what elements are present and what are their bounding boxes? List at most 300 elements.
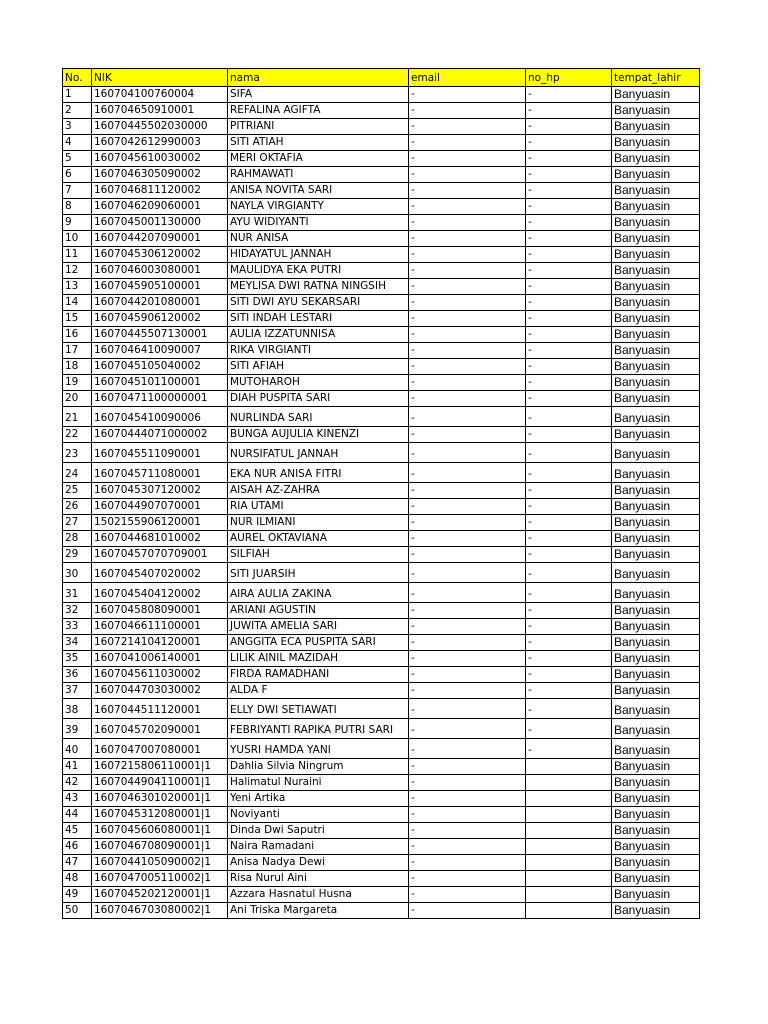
cell-no[interactable]: 33 xyxy=(63,619,92,635)
cell-nama[interactable]: RIKA VIRGIANTI xyxy=(228,343,409,359)
cell-email[interactable]: - xyxy=(409,87,526,103)
cell-no-hp[interactable]: - xyxy=(526,343,612,359)
cell-tempat-lahir[interactable]: Banyuasin xyxy=(612,887,700,903)
cell-nama[interactable]: BUNGA AUJULIA KINENZI xyxy=(228,427,409,443)
cell-nama[interactable]: NURLINDA SARI xyxy=(228,407,409,427)
cell-no[interactable]: 15 xyxy=(63,311,92,327)
cell-nama[interactable]: NURSIFATUL JANNAH xyxy=(228,443,409,463)
cell-no-hp[interactable]: - xyxy=(526,407,612,427)
cell-no-hp[interactable]: - xyxy=(526,311,612,327)
cell-tempat-lahir[interactable]: Banyuasin xyxy=(612,619,700,635)
cell-nama[interactable]: AUREL OKTAVIANA xyxy=(228,531,409,547)
cell-tempat-lahir[interactable]: Banyuasin xyxy=(612,683,700,699)
cell-tempat-lahir[interactable]: Banyuasin xyxy=(612,151,700,167)
cell-no[interactable]: 20 xyxy=(63,391,92,407)
cell-nik[interactable]: 1607044904110001|1 xyxy=(92,775,228,791)
col-header-nama[interactable]: nama xyxy=(228,69,409,87)
cell-no-hp[interactable]: - xyxy=(526,295,612,311)
cell-tempat-lahir[interactable]: Banyuasin xyxy=(612,463,700,483)
cell-email[interactable]: - xyxy=(409,759,526,775)
cell-nik[interactable]: 1607045808090001 xyxy=(92,603,228,619)
cell-nik[interactable]: 1607045906120002 xyxy=(92,311,228,327)
cell-no[interactable]: 38 xyxy=(63,699,92,719)
cell-email[interactable]: - xyxy=(409,739,526,759)
cell-nik[interactable]: 16070445507130001 xyxy=(92,327,228,343)
cell-tempat-lahir[interactable]: Banyuasin xyxy=(612,167,700,183)
cell-tempat-lahir[interactable]: Banyuasin xyxy=(612,635,700,651)
cell-email[interactable]: - xyxy=(409,823,526,839)
cell-tempat-lahir[interactable]: Banyuasin xyxy=(612,583,700,603)
cell-nama[interactable]: NUR ILMIANI xyxy=(228,515,409,531)
cell-no[interactable]: 28 xyxy=(63,531,92,547)
cell-nik[interactable]: 1607045307120002 xyxy=(92,483,228,499)
cell-nama[interactable]: AIRA AULIA ZAKINA xyxy=(228,583,409,603)
cell-nik[interactable]: 1607215806110001|1 xyxy=(92,759,228,775)
cell-nama[interactable]: FEBRIYANTI RAPIKA PUTRI SARI xyxy=(228,719,409,739)
cell-no[interactable]: 10 xyxy=(63,231,92,247)
cell-nama[interactable]: NAYLA VIRGIANTY xyxy=(228,199,409,215)
cell-no[interactable]: 17 xyxy=(63,343,92,359)
cell-tempat-lahir[interactable]: Banyuasin xyxy=(612,103,700,119)
cell-nik[interactable]: 1607047005110002|1 xyxy=(92,871,228,887)
cell-no[interactable]: 6 xyxy=(63,167,92,183)
cell-tempat-lahir[interactable]: Banyuasin xyxy=(612,327,700,343)
cell-tempat-lahir[interactable]: Banyuasin xyxy=(612,215,700,231)
cell-no[interactable]: 23 xyxy=(63,443,92,463)
cell-no[interactable]: 18 xyxy=(63,359,92,375)
cell-no[interactable]: 32 xyxy=(63,603,92,619)
cell-nik[interactable]: 1607045407020002 xyxy=(92,563,228,583)
cell-nik[interactable]: 1607045312080001|1 xyxy=(92,807,228,823)
cell-nik[interactable]: 16070444071000002 xyxy=(92,427,228,443)
cell-no[interactable]: 2 xyxy=(63,103,92,119)
cell-nik[interactable]: 1607045610030002 xyxy=(92,151,228,167)
cell-nama[interactable]: EKA NUR ANISA FITRI xyxy=(228,463,409,483)
cell-tempat-lahir[interactable]: Banyuasin xyxy=(612,231,700,247)
cell-no[interactable]: 35 xyxy=(63,651,92,667)
cell-tempat-lahir[interactable]: Banyuasin xyxy=(612,651,700,667)
cell-no[interactable]: 29 xyxy=(63,547,92,563)
cell-no[interactable]: 25 xyxy=(63,483,92,499)
cell-email[interactable]: - xyxy=(409,683,526,699)
cell-no-hp[interactable]: - xyxy=(526,103,612,119)
cell-no-hp[interactable]: - xyxy=(526,427,612,443)
cell-tempat-lahir[interactable]: Banyuasin xyxy=(612,427,700,443)
col-header-no[interactable]: No. xyxy=(63,69,92,87)
cell-nik[interactable]: 1607046410090007 xyxy=(92,343,228,359)
cell-email[interactable]: - xyxy=(409,563,526,583)
cell-no[interactable]: 42 xyxy=(63,775,92,791)
cell-no[interactable]: 43 xyxy=(63,791,92,807)
cell-no-hp[interactable]: - xyxy=(526,87,612,103)
cell-no-hp[interactable]: - xyxy=(526,183,612,199)
cell-no-hp[interactable]: - xyxy=(526,167,612,183)
cell-nik[interactable]: 160704650910001 xyxy=(92,103,228,119)
cell-no-hp[interactable]: - xyxy=(526,515,612,531)
cell-no[interactable]: 24 xyxy=(63,463,92,483)
cell-no[interactable]: 37 xyxy=(63,683,92,699)
cell-nik[interactable]: 1607045404120002 xyxy=(92,583,228,603)
cell-email[interactable]: - xyxy=(409,391,526,407)
cell-nik[interactable]: 1607046811120002 xyxy=(92,183,228,199)
cell-nik[interactable]: 1607041006140001 xyxy=(92,651,228,667)
col-header-tempat-lahir[interactable]: tempat_lahir xyxy=(612,69,700,87)
cell-email[interactable]: - xyxy=(409,231,526,247)
cell-email[interactable]: - xyxy=(409,327,526,343)
cell-no[interactable]: 22 xyxy=(63,427,92,443)
cell-email[interactable]: - xyxy=(409,775,526,791)
cell-nik[interactable]: 1502155906120001 xyxy=(92,515,228,531)
cell-no-hp[interactable]: - xyxy=(526,327,612,343)
cell-no-hp[interactable] xyxy=(526,887,612,903)
cell-email[interactable]: - xyxy=(409,279,526,295)
cell-email[interactable]: - xyxy=(409,375,526,391)
cell-nama[interactable]: Dinda Dwi Saputri xyxy=(228,823,409,839)
cell-nama[interactable]: MUTOHAROH xyxy=(228,375,409,391)
cell-nama[interactable]: ANISA NOVITA SARI xyxy=(228,183,409,199)
cell-nik[interactable]: 1607044907070001 xyxy=(92,499,228,515)
cell-nik[interactable]: 1607045511090001 xyxy=(92,443,228,463)
cell-tempat-lahir[interactable]: Banyuasin xyxy=(612,839,700,855)
cell-nama[interactable]: Yeni Artika xyxy=(228,791,409,807)
cell-no-hp[interactable]: - xyxy=(526,739,612,759)
cell-nama[interactable]: PITRIANI xyxy=(228,119,409,135)
cell-nik[interactable]: 1607046003080001 xyxy=(92,263,228,279)
cell-tempat-lahir[interactable]: Banyuasin xyxy=(612,807,700,823)
cell-no[interactable]: 14 xyxy=(63,295,92,311)
cell-email[interactable]: - xyxy=(409,807,526,823)
cell-tempat-lahir[interactable]: Banyuasin xyxy=(612,391,700,407)
cell-no[interactable]: 40 xyxy=(63,739,92,759)
cell-email[interactable]: - xyxy=(409,167,526,183)
cell-nama[interactable]: HIDAYATUL JANNAH xyxy=(228,247,409,263)
cell-email[interactable]: - xyxy=(409,199,526,215)
cell-no-hp[interactable]: - xyxy=(526,699,612,719)
cell-email[interactable]: - xyxy=(409,531,526,547)
cell-no-hp[interactable]: - xyxy=(526,375,612,391)
cell-no[interactable]: 5 xyxy=(63,151,92,167)
cell-nama[interactable]: MEYLISA DWI RATNA NINGSIH xyxy=(228,279,409,295)
cell-nama[interactable]: SILFIAH xyxy=(228,547,409,563)
cell-nama[interactable]: LILIK AINIL MAZIDAH xyxy=(228,651,409,667)
cell-tempat-lahir[interactable]: Banyuasin xyxy=(612,855,700,871)
cell-no-hp[interactable]: - xyxy=(526,119,612,135)
cell-nik[interactable]: 1607045711080001 xyxy=(92,463,228,483)
cell-nik[interactable]: 160704100760004 xyxy=(92,87,228,103)
cell-email[interactable]: - xyxy=(409,463,526,483)
cell-no-hp[interactable]: - xyxy=(526,583,612,603)
cell-nama[interactable]: RIA UTAMI xyxy=(228,499,409,515)
cell-nama[interactable]: SITI INDAH LESTARI xyxy=(228,311,409,327)
cell-tempat-lahir[interactable]: Banyuasin xyxy=(612,791,700,807)
cell-nama[interactable]: Azzara Hasnatul Husna xyxy=(228,887,409,903)
cell-nama[interactable]: Dahlia Silvia Ningrum xyxy=(228,759,409,775)
cell-nik[interactable]: 1607045001130000 xyxy=(92,215,228,231)
cell-no-hp[interactable]: - xyxy=(526,359,612,375)
cell-no-hp[interactable]: - xyxy=(526,547,612,563)
cell-no[interactable]: 45 xyxy=(63,823,92,839)
cell-no-hp[interactable] xyxy=(526,903,612,919)
cell-no-hp[interactable] xyxy=(526,759,612,775)
cell-no-hp[interactable]: - xyxy=(526,635,612,651)
cell-tempat-lahir[interactable]: Banyuasin xyxy=(612,775,700,791)
cell-no[interactable]: 48 xyxy=(63,871,92,887)
col-header-nik[interactable]: NIK xyxy=(92,69,228,87)
cell-no[interactable]: 34 xyxy=(63,635,92,651)
col-header-email[interactable]: email xyxy=(409,69,526,87)
cell-tempat-lahir[interactable]: Banyuasin xyxy=(612,443,700,463)
cell-nik[interactable]: 1607044703030002 xyxy=(92,683,228,699)
cell-email[interactable]: - xyxy=(409,791,526,807)
cell-nik[interactable]: 1607046301020001|1 xyxy=(92,791,228,807)
cell-email[interactable]: - xyxy=(409,183,526,199)
cell-no[interactable]: 8 xyxy=(63,199,92,215)
cell-nama[interactable]: Ani Triska Margareta xyxy=(228,903,409,919)
cell-tempat-lahir[interactable]: Banyuasin xyxy=(612,739,700,759)
cell-nama[interactable]: SIFA xyxy=(228,87,409,103)
cell-email[interactable]: - xyxy=(409,119,526,135)
cell-email[interactable]: - xyxy=(409,499,526,515)
cell-nama[interactable]: Halimatul Nuraini xyxy=(228,775,409,791)
cell-no-hp[interactable]: - xyxy=(526,151,612,167)
cell-nik[interactable]: 1607046611100001 xyxy=(92,619,228,635)
cell-no[interactable]: 4 xyxy=(63,135,92,151)
cell-tempat-lahir[interactable]: Banyuasin xyxy=(612,311,700,327)
cell-nik[interactable]: 16070471100000001 xyxy=(92,391,228,407)
cell-tempat-lahir[interactable]: Banyuasin xyxy=(612,515,700,531)
cell-tempat-lahir[interactable]: Banyuasin xyxy=(612,871,700,887)
cell-nik[interactable]: 16070457070709001 xyxy=(92,547,228,563)
cell-nama[interactable]: ANGGITA ECA PUSPITA SARI xyxy=(228,635,409,651)
cell-tempat-lahir[interactable]: Banyuasin xyxy=(612,359,700,375)
cell-email[interactable]: - xyxy=(409,343,526,359)
cell-nik[interactable]: 1607044511120001 xyxy=(92,699,228,719)
cell-email[interactable]: - xyxy=(409,359,526,375)
cell-nik[interactable]: 1607045101100001 xyxy=(92,375,228,391)
cell-nama[interactable]: AISAH AZ-ZAHRA xyxy=(228,483,409,499)
cell-no-hp[interactable]: - xyxy=(526,483,612,499)
cell-no-hp[interactable]: - xyxy=(526,531,612,547)
cell-email[interactable]: - xyxy=(409,443,526,463)
cell-no-hp[interactable]: - xyxy=(526,135,612,151)
cell-no-hp[interactable]: - xyxy=(526,651,612,667)
cell-nik[interactable]: 1607044207090001 xyxy=(92,231,228,247)
cell-nama[interactable]: Risa Nurul Aini xyxy=(228,871,409,887)
cell-no-hp[interactable] xyxy=(526,775,612,791)
cell-email[interactable]: - xyxy=(409,407,526,427)
cell-nik[interactable]: 1607045105040002 xyxy=(92,359,228,375)
cell-nik[interactable]: 1607045606080001|1 xyxy=(92,823,228,839)
cell-email[interactable]: - xyxy=(409,135,526,151)
cell-email[interactable]: - xyxy=(409,515,526,531)
cell-email[interactable]: - xyxy=(409,651,526,667)
cell-nama[interactable]: YUSRI HAMDA YANI xyxy=(228,739,409,759)
cell-no-hp[interactable] xyxy=(526,839,612,855)
cell-no[interactable]: 13 xyxy=(63,279,92,295)
cell-nama[interactable]: AYU WIDIYANTI xyxy=(228,215,409,231)
cell-no[interactable]: 31 xyxy=(63,583,92,603)
cell-tempat-lahir[interactable]: Banyuasin xyxy=(612,563,700,583)
cell-nik[interactable]: 1607214104120001 xyxy=(92,635,228,651)
cell-tempat-lahir[interactable]: Banyuasin xyxy=(612,119,700,135)
cell-no[interactable]: 46 xyxy=(63,839,92,855)
cell-email[interactable]: - xyxy=(409,295,526,311)
cell-nama[interactable]: ELLY DWI SETIAWATI xyxy=(228,699,409,719)
cell-tempat-lahir[interactable]: Banyuasin xyxy=(612,499,700,515)
cell-nik[interactable]: 1607045611030002 xyxy=(92,667,228,683)
cell-nama[interactable]: ALDA F xyxy=(228,683,409,699)
cell-tempat-lahir[interactable]: Banyuasin xyxy=(612,823,700,839)
cell-no[interactable]: 3 xyxy=(63,119,92,135)
cell-no[interactable]: 16 xyxy=(63,327,92,343)
cell-email[interactable]: - xyxy=(409,719,526,739)
cell-nama[interactable]: SITI AFIAH xyxy=(228,359,409,375)
cell-nik[interactable]: 1607045410090006 xyxy=(92,407,228,427)
cell-no[interactable]: 49 xyxy=(63,887,92,903)
cell-nama[interactable]: Anisa Nadya Dewi xyxy=(228,855,409,871)
cell-nama[interactable]: Naira Ramadani xyxy=(228,839,409,855)
cell-email[interactable]: - xyxy=(409,103,526,119)
cell-nik[interactable]: 1607044105090002|1 xyxy=(92,855,228,871)
cell-nik[interactable]: 1607046708090001|1 xyxy=(92,839,228,855)
cell-nama[interactable]: DIAH PUSPITA SARI xyxy=(228,391,409,407)
cell-email[interactable]: - xyxy=(409,903,526,919)
cell-nama[interactable]: ARIANI AGUSTIN xyxy=(228,603,409,619)
cell-nama[interactable]: SITI ATIAH xyxy=(228,135,409,151)
cell-nama[interactable]: FIRDA RAMADHANI xyxy=(228,667,409,683)
cell-nama[interactable]: REFALINA AGIFTA xyxy=(228,103,409,119)
cell-no[interactable]: 44 xyxy=(63,807,92,823)
cell-email[interactable]: - xyxy=(409,263,526,279)
cell-no[interactable]: 27 xyxy=(63,515,92,531)
cell-tempat-lahir[interactable]: Banyuasin xyxy=(612,483,700,499)
cell-tempat-lahir[interactable]: Banyuasin xyxy=(612,247,700,263)
cell-no-hp[interactable] xyxy=(526,823,612,839)
cell-nik[interactable]: 16070445502030000 xyxy=(92,119,228,135)
cell-nik[interactable]: 1607046209060001 xyxy=(92,199,228,215)
cell-email[interactable]: - xyxy=(409,311,526,327)
cell-tempat-lahir[interactable]: Banyuasin xyxy=(612,263,700,279)
cell-email[interactable]: - xyxy=(409,667,526,683)
cell-no-hp[interactable]: - xyxy=(526,391,612,407)
cell-no-hp[interactable]: - xyxy=(526,499,612,515)
cell-tempat-lahir[interactable]: Banyuasin xyxy=(612,699,700,719)
cell-email[interactable]: - xyxy=(409,887,526,903)
cell-nik[interactable]: 1607042612990003 xyxy=(92,135,228,151)
cell-nik[interactable]: 1607045202120001|1 xyxy=(92,887,228,903)
cell-tempat-lahir[interactable]: Banyuasin xyxy=(612,279,700,295)
cell-nama[interactable]: MERI OKTAFIA xyxy=(228,151,409,167)
cell-no-hp[interactable] xyxy=(526,871,612,887)
cell-email[interactable]: - xyxy=(409,699,526,719)
cell-tempat-lahir[interactable]: Banyuasin xyxy=(612,199,700,215)
cell-tempat-lahir[interactable]: Banyuasin xyxy=(612,759,700,775)
cell-no[interactable]: 26 xyxy=(63,499,92,515)
cell-no[interactable]: 11 xyxy=(63,247,92,263)
cell-no-hp[interactable]: - xyxy=(526,463,612,483)
cell-no-hp[interactable]: - xyxy=(526,215,612,231)
cell-email[interactable]: - xyxy=(409,871,526,887)
cell-no-hp[interactable] xyxy=(526,791,612,807)
cell-nama[interactable]: MAULIDYA EKA PUTRI xyxy=(228,263,409,279)
cell-no-hp[interactable]: - xyxy=(526,199,612,215)
cell-no-hp[interactable]: - xyxy=(526,563,612,583)
cell-no-hp[interactable]: - xyxy=(526,263,612,279)
cell-email[interactable]: - xyxy=(409,855,526,871)
cell-nik[interactable]: 1607047007080001 xyxy=(92,739,228,759)
cell-no-hp[interactable]: - xyxy=(526,667,612,683)
cell-nama[interactable]: SITI DWI AYU SEKARSARI xyxy=(228,295,409,311)
cell-nama[interactable]: RAHMAWATI xyxy=(228,167,409,183)
cell-tempat-lahir[interactable]: Banyuasin xyxy=(612,375,700,391)
cell-tempat-lahir[interactable]: Banyuasin xyxy=(612,603,700,619)
cell-tempat-lahir[interactable]: Banyuasin xyxy=(612,531,700,547)
cell-no-hp[interactable]: - xyxy=(526,719,612,739)
cell-no[interactable]: 50 xyxy=(63,903,92,919)
cell-no-hp[interactable]: - xyxy=(526,443,612,463)
cell-nama[interactable]: Noviyanti xyxy=(228,807,409,823)
cell-nik[interactable]: 1607046305090002 xyxy=(92,167,228,183)
cell-email[interactable]: - xyxy=(409,247,526,263)
cell-nama[interactable]: SITI JUARSIH xyxy=(228,563,409,583)
cell-no[interactable]: 39 xyxy=(63,719,92,739)
cell-nik[interactable]: 1607045702090001 xyxy=(92,719,228,739)
cell-no[interactable]: 47 xyxy=(63,855,92,871)
cell-no-hp[interactable]: - xyxy=(526,247,612,263)
cell-nama[interactable]: NUR ANISA xyxy=(228,231,409,247)
cell-no[interactable]: 7 xyxy=(63,183,92,199)
cell-no-hp[interactable]: - xyxy=(526,683,612,699)
cell-nik[interactable]: 1607044201080001 xyxy=(92,295,228,311)
cell-no-hp[interactable]: - xyxy=(526,279,612,295)
cell-email[interactable]: - xyxy=(409,583,526,603)
cell-no[interactable]: 36 xyxy=(63,667,92,683)
cell-no[interactable]: 41 xyxy=(63,759,92,775)
cell-tempat-lahir[interactable]: Banyuasin xyxy=(612,667,700,683)
cell-email[interactable]: - xyxy=(409,427,526,443)
cell-no[interactable]: 19 xyxy=(63,375,92,391)
cell-email[interactable]: - xyxy=(409,635,526,651)
cell-no-hp[interactable] xyxy=(526,855,612,871)
cell-tempat-lahir[interactable]: Banyuasin xyxy=(612,547,700,563)
cell-email[interactable]: - xyxy=(409,483,526,499)
cell-tempat-lahir[interactable]: Banyuasin xyxy=(612,87,700,103)
cell-no[interactable]: 1 xyxy=(63,87,92,103)
cell-tempat-lahir[interactable]: Banyuasin xyxy=(612,903,700,919)
cell-nik[interactable]: 1607044681010002 xyxy=(92,531,228,547)
cell-nama[interactable]: JUWITA AMELIA SARI xyxy=(228,619,409,635)
cell-nik[interactable]: 1607045905100001 xyxy=(92,279,228,295)
cell-email[interactable]: - xyxy=(409,151,526,167)
cell-tempat-lahir[interactable]: Banyuasin xyxy=(612,343,700,359)
cell-email[interactable]: - xyxy=(409,619,526,635)
cell-nik[interactable]: 1607046703080002|1 xyxy=(92,903,228,919)
cell-email[interactable]: - xyxy=(409,547,526,563)
cell-no-hp[interactable]: - xyxy=(526,619,612,635)
cell-email[interactable]: - xyxy=(409,839,526,855)
cell-nama[interactable]: AULIA IZZATUNNISA xyxy=(228,327,409,343)
cell-tempat-lahir[interactable]: Banyuasin xyxy=(612,719,700,739)
cell-tempat-lahir[interactable]: Banyuasin xyxy=(612,183,700,199)
cell-no[interactable]: 21 xyxy=(63,407,92,427)
cell-tempat-lahir[interactable]: Banyuasin xyxy=(612,407,700,427)
cell-email[interactable]: - xyxy=(409,603,526,619)
cell-no-hp[interactable]: - xyxy=(526,603,612,619)
cell-tempat-lahir[interactable]: Banyuasin xyxy=(612,295,700,311)
cell-no[interactable]: 12 xyxy=(63,263,92,279)
cell-no[interactable]: 9 xyxy=(63,215,92,231)
cell-no-hp[interactable]: - xyxy=(526,231,612,247)
